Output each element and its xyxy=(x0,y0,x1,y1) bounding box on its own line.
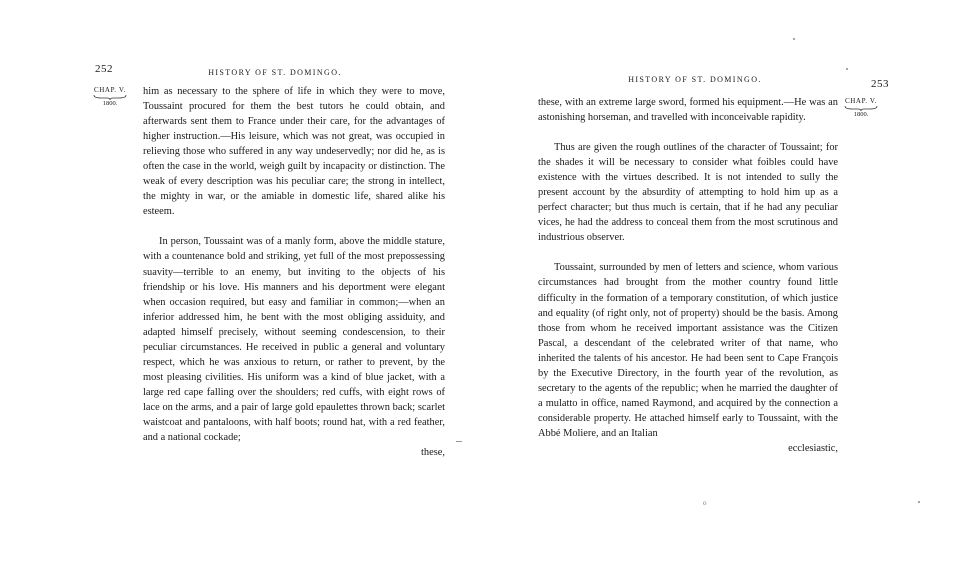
right-page-number: 253 xyxy=(871,78,889,90)
left-text-block xyxy=(143,84,445,460)
scan-speck xyxy=(793,38,795,40)
left-paragraph-1: him as necessary to the sphere of life in which they were to move, Toussaint procured for them the best tutors he could obtain, and afterwards sent them to France under their care, for the advantages of higher instruction.—His leisure, which was not great, was occupied in relieving those who suffered in any way undeservedly; nor did he, as is often the case in the world, weigh guilt by incapacity or distinction. The weak of every description was his peculiar care; the strong in intellect, the mighty in war, or the amiable in domestic life, shared alike his esteem. xyxy=(143,86,445,218)
left-page-number: 252 xyxy=(95,63,113,75)
scan-speck xyxy=(846,68,848,70)
right-page xyxy=(490,0,980,562)
right-running-head: HISTORY OF ST. DOMINGO. xyxy=(628,75,762,84)
right-paragraph-3: Toussaint, surrounded by men of letters and science, whom various circumstances had brought from the mother country found little difficulty in the formation of a temporary constitution, of which justice and equality (of right only, not of property) should be the basis. Among those from whom he received important assistance was the Citizen Pascal, a descendant of the celebrated writer of that name, who inherited the talents of his ancestor. He had been sent to Cape François by the Executive Directory, in the fourth year of the revolution, as secretary to the agents of the republic; when he married the daughter of a mulatto in office, named Raymond, and acquired by the connection a considerable property. He attached himself early to Toussaint, with the Abbé Moliere, and an Italian xyxy=(538,262,838,439)
scan-mark xyxy=(456,441,462,442)
left-running-head: HISTORY OF ST. DOMINGO. xyxy=(208,68,342,77)
left-catchword: these, xyxy=(421,447,445,459)
left-margin-year: 1800. xyxy=(102,100,118,107)
right-catchword: ecclesiastic, xyxy=(788,442,838,454)
left-paragraph-2: In person, Toussaint was of a manly form, above the middle stature, with a countenance bold and striking, yet full of the most prepossessing suavity—terrible to an enemy, but inviting to the objects of his friendship or his love. His manners and his deportment were elegant when occasion required, but easy and familiar in common;—when an inferior addressed him, he bent with the most obliging assiduity, and adapted himself precisely, without seeming condescension, to their peculiar circumstances. He received in public a general and voluntary respect, which he was anxious to return, or rather to prevent, by the most pleasing civilities. His uniform was a kind of blue jacket, with a large red cape falling over the shoulders; red cuffs, with eight rows of lace on the arms, and a pair of large gold epaulettes thrown back; scarlet waistcoat and pantaloons, with half boots; round hat, with a red feather, and a national cockade; xyxy=(143,236,445,444)
right-margin-chapter: CHAP. V. xyxy=(845,97,877,105)
right-paragraph-1: these, with an extreme large sword, formed his equipment.—He was an astonishing horseman, and travelled with inconceivable rapidity. xyxy=(538,97,838,124)
right-text-block xyxy=(538,95,838,456)
right-margin-year: 1800. xyxy=(853,111,869,118)
right-footer-mark: o xyxy=(703,499,707,507)
left-margin-note xyxy=(90,87,130,108)
left-margin-chapter: CHAP. V. xyxy=(94,86,126,94)
scan-speck xyxy=(918,501,920,503)
right-paragraph-2: Thus are given the rough outlines of the character of Toussaint; for the shades it will be necessary to consider what foibles could have existence with the virtues described. It is not intended to sully the present account by the absurdity of attempting to hold him up as a perfect character; but thus much is certain, that if he had any peculiar vices, he had the address to conceal them from the most scrutinous and industrious observer. xyxy=(538,142,838,244)
right-margin-note xyxy=(840,98,882,119)
